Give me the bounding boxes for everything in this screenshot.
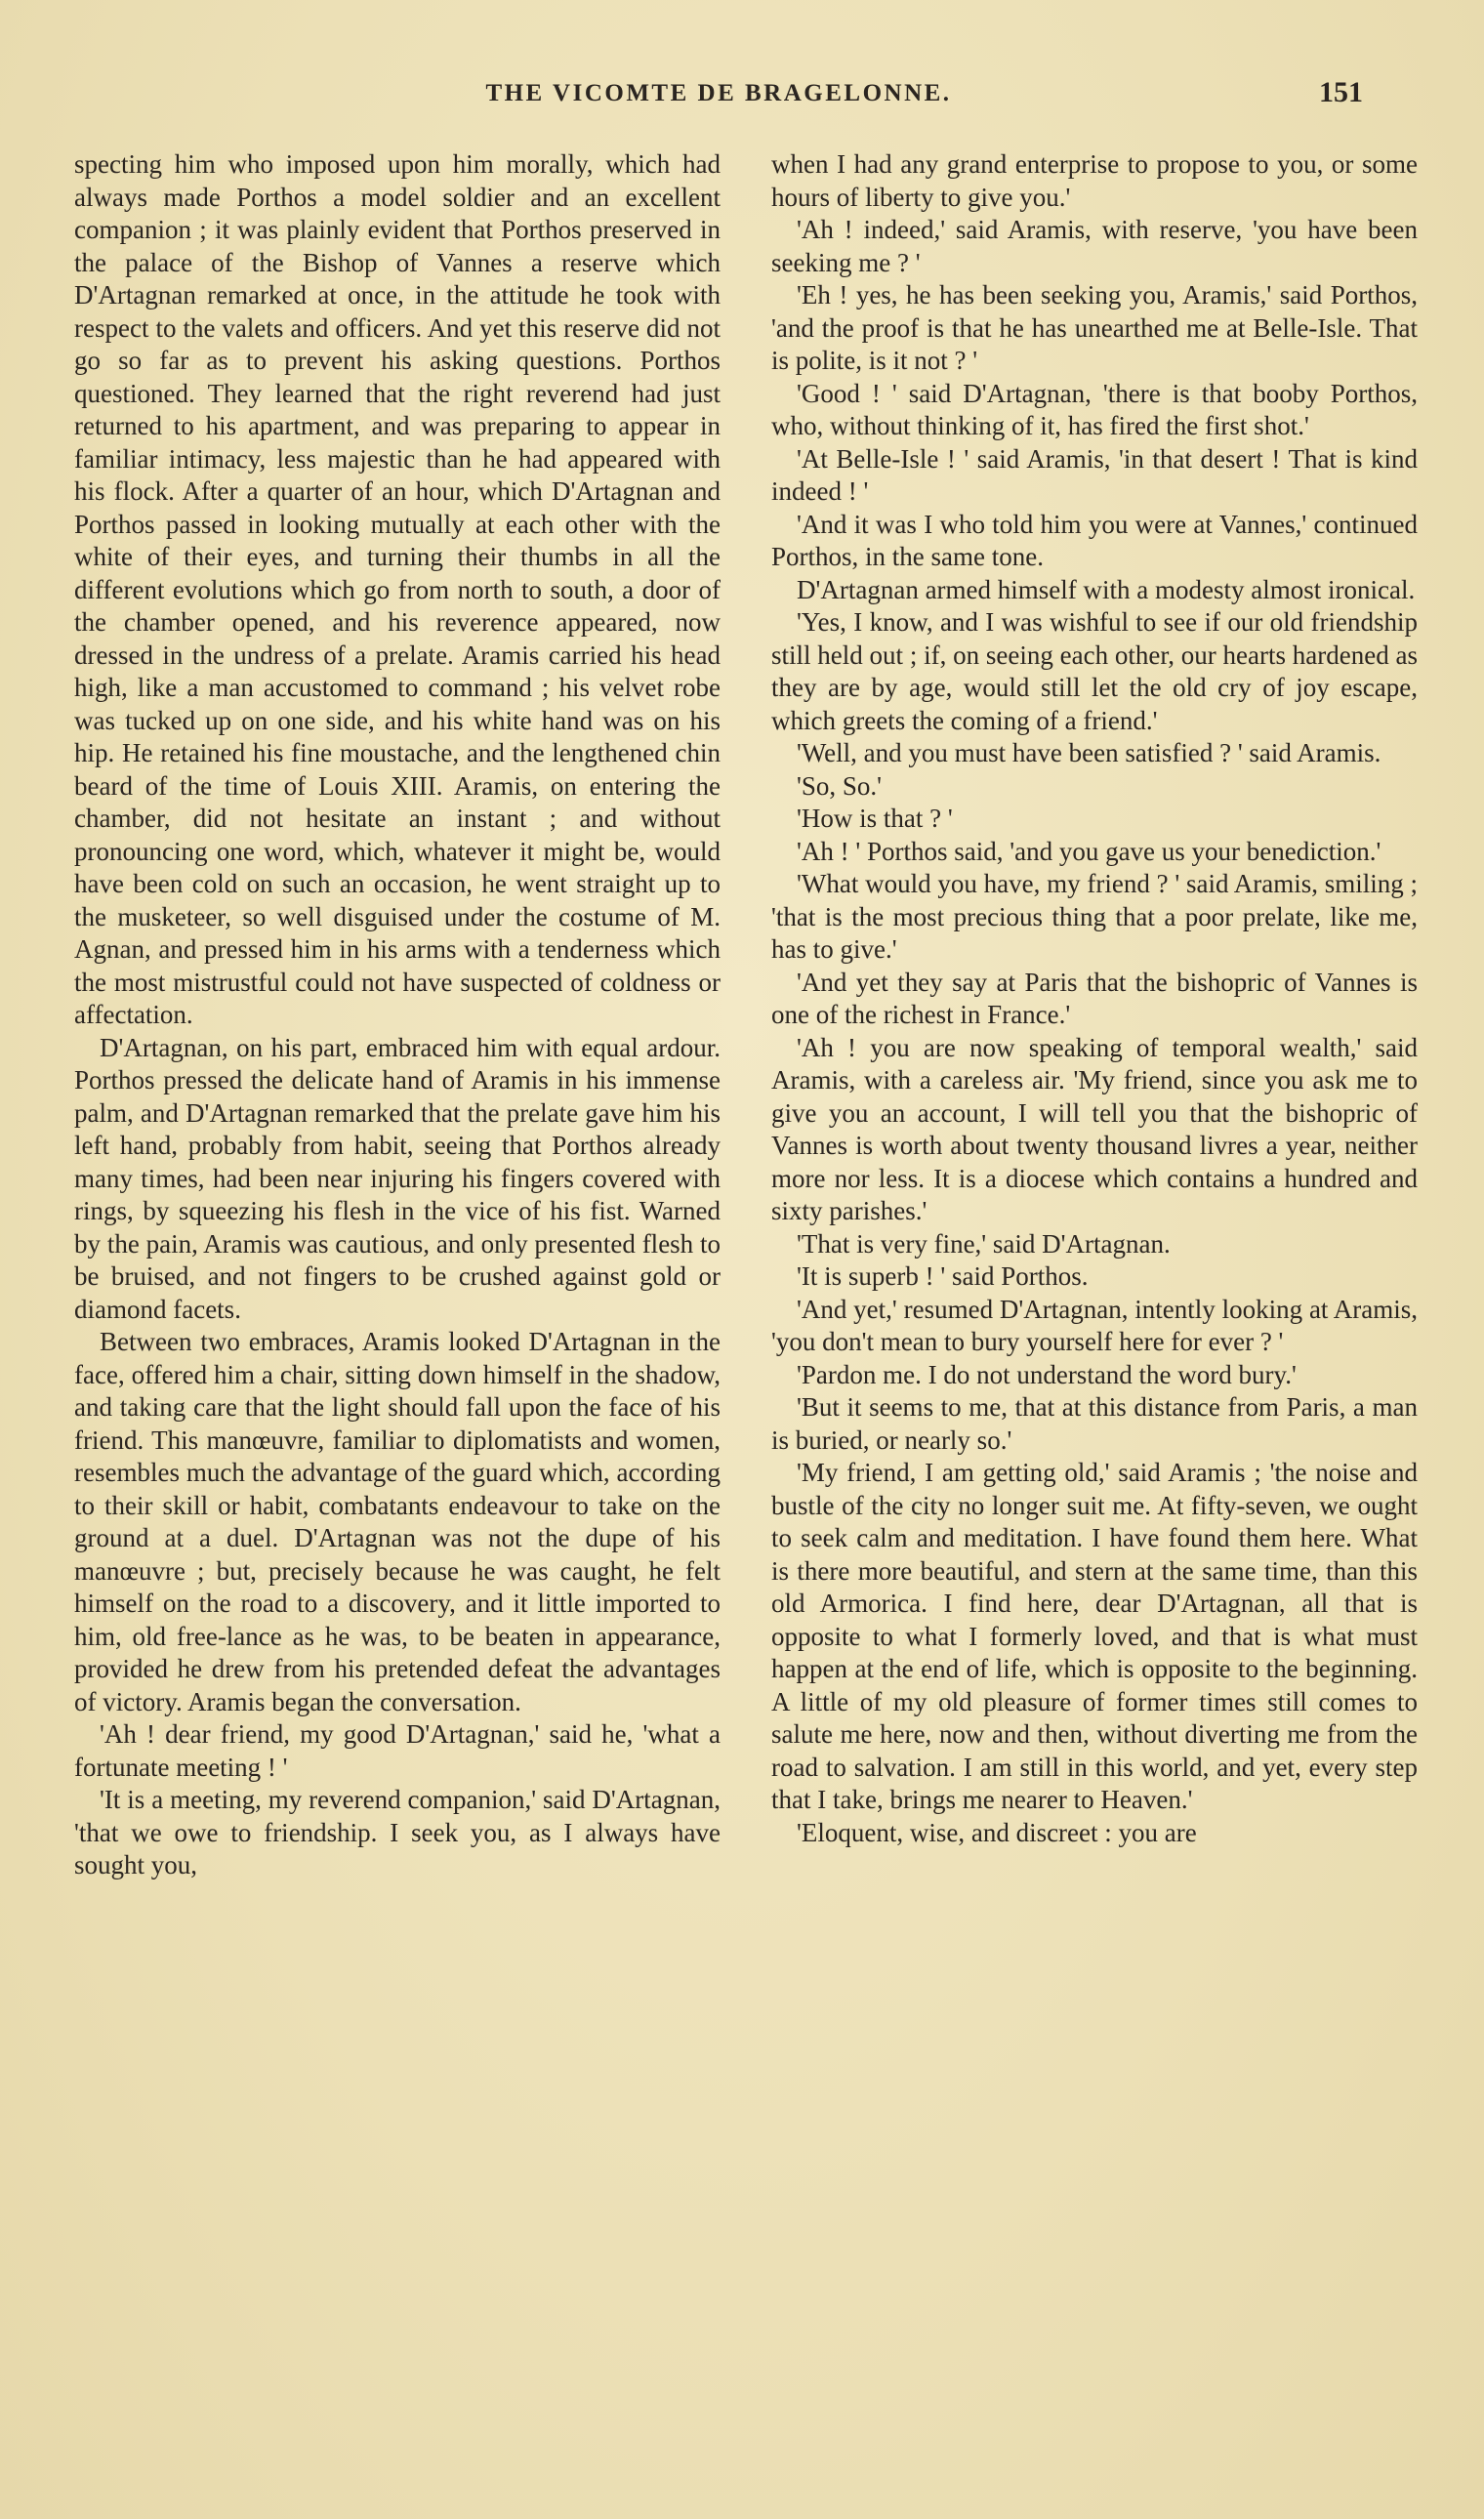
paragraph: 'Ah ! dear friend, my good D'Artagnan,' said he, 'what a fortunate meeting ! ' bbox=[74, 1719, 721, 1782]
paragraph: D'Artagnan armed himself with a modesty almost ironical. bbox=[797, 574, 1416, 604]
paragraph: 'But it seems to me, that at this distance from Paris, a man is buried, or nearly so.' bbox=[771, 1392, 1418, 1455]
paragraph: 'At Belle-Isle ! ' said Aramis, 'in that desert ! That is kind indeed ! ' bbox=[771, 443, 1418, 506]
paragraph: 'So, So.' bbox=[797, 770, 883, 801]
paragraph: 'Pardon me. I do not understand the word bury.' bbox=[797, 1359, 1297, 1389]
paragraph: 'Good ! ' said D'Artagnan, 'there is that booby Porthos, who, without thinking of it, has fired the first shot.' bbox=[771, 378, 1418, 440]
paragraph: D'Artagnan, on his part, embraced him with equal ardour. Porthos pressed the delicate hand of Aramis in his immense palm, and D'Artagnan remarked that the prelate gave him his left hand, probably from habit, seeing that Porthos already many times, had been near injuring his fingers covered with rings, by squeezing his flesh in the vice of his fist. Warned by the pain, Aramis was cautious, and only presented flesh to be bruised, and not fingers to be crushed against gold or diamond facets. bbox=[74, 1032, 721, 1324]
paragraph: 'And it was I who told him you were at Vannes,' continued Porthos, in the same tone. bbox=[771, 509, 1418, 571]
left-column bbox=[74, 148, 721, 1882]
paragraph: Between two embraces, Aramis looked D'Artagnan in the face, offered him a chair, sitting down himself in the shadow, and taking care that the light should fall upon the face of his friend. This manœuvre, familiar to diplomatists and women, resembles much the advantage of the guard which, according to their skill or habit, combatants endeavour to take on the ground at a duel. D'Artagnan was not the dupe of his manœuvre ; but, precisely because he was caught, he felt himself on the road to a discovery, and it little imported to him, old free-lance as he was, to be beaten in appearance, provided he drew from his pretended defeat the advantages of victory. Aramis began the conversation. bbox=[74, 1327, 721, 1716]
paragraph: 'What would you have, my friend ? ' said Aramis, smiling ; 'that is the most precious thing that a poor prelate, like me, has to give.' bbox=[771, 869, 1418, 964]
paragraph: 'Well, and you must have been satisfied ? ' said Aramis. bbox=[797, 738, 1381, 767]
paragraph: when I had any grand enterprise to propose to you, or some hours of liberty to give you.' bbox=[771, 149, 1418, 212]
running-title: THE VICOMTE DE BRAGELONNE. bbox=[485, 80, 952, 106]
paragraph: 'Eh ! yes, he has been seeking you, Aramis,' said Porthos, 'and the proof is that he has unearthed me at Belle-Isle. That is polite, is it not ? ' bbox=[771, 280, 1418, 375]
paragraph: 'Ah ! indeed,' said Aramis, with reserve, 'you have been seeking me ? ' bbox=[771, 215, 1418, 277]
page-number: 151 bbox=[1319, 76, 1363, 108]
paragraph: 'Eloquent, wise, and discreet : you are bbox=[797, 1817, 1197, 1847]
paragraph: 'And yet,' resumed D'Artagnan, intently looking at Aramis, 'you don't mean to bury yourself here for ever ? ' bbox=[771, 1294, 1418, 1356]
page-header bbox=[74, 76, 1363, 119]
paragraph: 'It is a meeting, my reverend companion,' said D'Artagnan, 'that we owe to friendship. I seek you, as I always have sought you, bbox=[74, 1785, 721, 1879]
paragraph: 'My friend, I am getting old,' said Aramis ; 'the noise and bustle of the city no longer suit me. At fifty-seven, we ought to seek calm and meditation. I have found them here. What is there more beautiful, and stern at the same time, than this old Armorica. I find here, dear D'Artagnan, all that is opposite to what I formerly loved, and that is what must happen at the end of life, which is opposite to the beginning. A little of my old pleasure of former times still comes to salute me here, now and then, without diverting me from the road to salvation. I am still in this world, and yet, every step that I take, brings me nearer to Heaven.' bbox=[771, 1458, 1418, 1814]
paragraph: specting him who imposed upon him morally, which had always made Porthos a model soldier and an excellent companion ; it was plainly evident that Porthos preserved in the palace of the Bishop of Vannes a reserve which D'Artagnan remarked at once, in the attitude he took with respect to the valets and officers. And yet this reserve did not go so far as to prevent his asking questions. Porthos questioned. They learned that the right reverend had just returned to his apartment, and was preparing to appear in familiar intimacy, less majestic than he had appeared with his flock. After a quarter of an hour, which D'Artagnan and Porthos passed in looking mutually at each other with the white of their eyes, and turning their thumbs in all the different evolutions which go from north to south, a door of the chamber opened, and his reverence appeared, now dressed in the undress of a prelate. Aramis carried his head high, like a man accustomed to command ; his velvet robe was tucked up on one side, and his white hand was on his hip. He retained his fine moustache, and the lengthened chin beard of the time of Louis XIII. Aramis, on entering the chamber, did not hesitate an instant ; and without pronouncing one word, which, whatever it might be, would have been cold on such an occasion, he went straight up to the musketeer, so well disguised under the costume of M. Agnan, and pressed him in his arms with a tenderness which the most mistrustful could not have suspected of coldness or affectation. bbox=[74, 149, 721, 1029]
paragraph: 'How is that ? ' bbox=[797, 804, 953, 833]
right-column bbox=[771, 148, 1418, 1849]
paragraph: 'And yet they say at Paris that the bishopric of Vannes is one of the richest in France.' bbox=[771, 967, 1418, 1029]
paragraph: 'Yes, I know, and I was wishful to see if our old friendship still held out ; if, on seeing each other, our hearts hardened as they are by age, would still let the old cry of joy escape, which greets the coming of a friend.' bbox=[771, 607, 1418, 735]
paragraph: 'Ah ! you are now speaking of temporal wealth,' said Aramis, with a careless air. 'My friend, since you ask me to give you an account, I will tell you that the bishopric of Vannes is worth about twenty thousand livres a year, neither more nor less. It is a diocese which contains a hundred and sixty parishes.' bbox=[771, 1032, 1418, 1225]
paragraph: 'It is superb ! ' said Porthos. bbox=[797, 1261, 1089, 1291]
paragraph: 'That is very fine,' said D'Artagnan. bbox=[797, 1228, 1171, 1259]
paragraph: 'Ah ! ' Porthos said, 'and you gave us your benediction.' bbox=[797, 836, 1381, 866]
